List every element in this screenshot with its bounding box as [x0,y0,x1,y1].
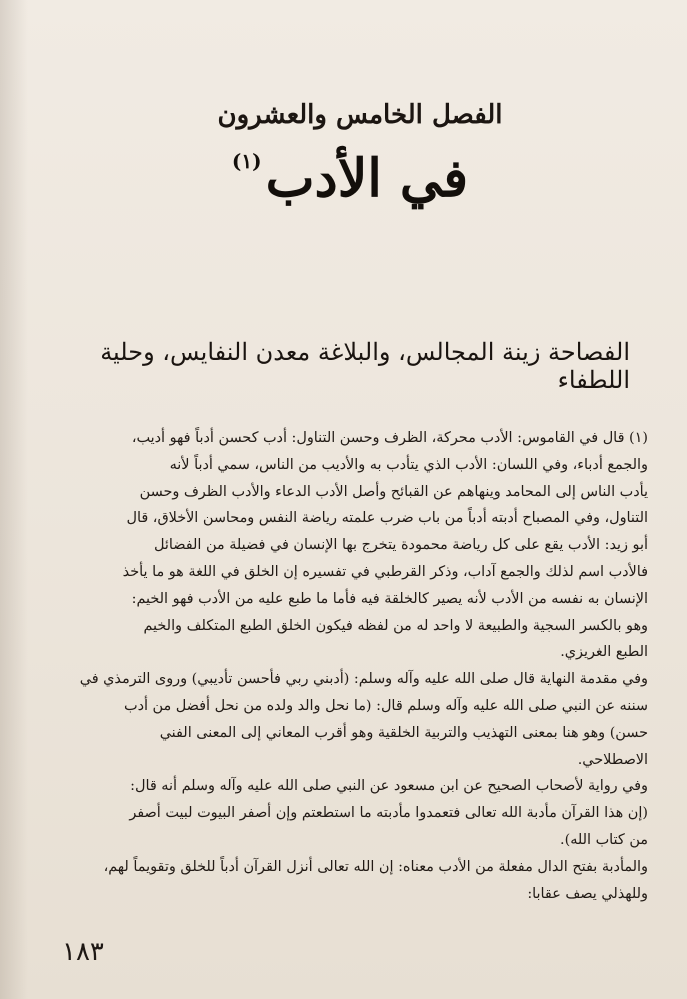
footnote-line: وهو بالكسر السجية والطبيعة لا واحد له من لفظه فيكون الخلق الطبع المتكلف والخيم [143,617,648,634]
footnote-line: حسن) وهو هنا بمعنى التهذيب والتربية الخلقية وهو أقرب المعاني إلى المعنى الفني [159,724,648,741]
footnote-line: من كتاب الله). [560,831,648,848]
footnote-line: والجمع أدباء، وفي اللسان: الأدب الذي يتأدب به والأديب من الناس، سمي أدباً لأنه [169,456,648,473]
footnote-line: والمأدبة بفتح الدال مفعلة من الأدب معناه: إن الله تعالى أنزل القرآن أدباً للخلق وتقويماً لهم، [103,858,648,875]
footnote-line: أبو زيد: الأدب يقع على كل رياضة محمودة يتخرج بها الإنسان في فضيلة من الفضائل [153,537,648,554]
chapter-heading: الفصل الخامس والعشرون [217,100,503,130]
chapter-title-text: في الأدب [265,148,469,209]
page-fold-shadow [0,0,28,999]
footnote-line: سننه عن النبي صلى الله عليه وآله وسلم قال: (ما نحل والد ولده من نحل أفضل من أدب [124,697,648,714]
intro-paragraph: الفصاحة زينة المجالس، والبلاغة معدن النفايس، وحلية اللطفاء [100,338,630,394]
footnote-line: الطبع الغريزي. [560,644,648,661]
footnote-line: فالأدب اسم لذلك والجمع آداب، وذكر القرطبي في تفسيره إن الخلق في اللغة هو ما يأخذ [122,563,648,580]
footnote-line: الاصطلاحي. [577,751,648,768]
footnote-line: وفي رواية لأصحاب الصحيح عن ابن مسعود عن النبي صلى الله عليه وآله وسلم أنه قال: [130,778,648,795]
footnote-line: وللهذلي يصف عقابا: [527,885,648,902]
footnote-line: (إن هذا القرآن مأدبة الله تعالى فتعمدوا مأدبته ما استطعتم وإن أصفر البيوت لبيت أصفر [129,805,648,822]
footnote-line: الإنسان به نفسه من الأدب لأنه يصير كالخلقة فيه فأما ما طبع عليه من الأدب فهو الخيم: [131,590,648,607]
footnote-line: (١) قال في القاموس: الأدب محركة، الظرف وحسن التناول: أدب كحسن أدباً فهو أديب، [131,430,648,446]
footnote-line: التناول، وفي المصباح أدبته أدباً من باب ضرب علمته رياضة النفس ومحاسن الأخلاق، قال [126,510,648,527]
footnote-line: يأدب الناس إلى المحامد وينهاهم عن القبائح وأصل الأدب الدعاء والأدب الظرف وحسن [139,483,648,500]
footnote-line: وفي مقدمة النهاية قال صلى الله عليه وآله وسلم: (أدبني ربي فأحسن تأديبي) وروى الترمذي في [79,671,648,688]
footnote-marker: (١) [231,149,262,173]
footnotes [36,425,648,907]
chapter-title [200,148,500,210]
page-number: ١٨٣ [62,937,104,967]
